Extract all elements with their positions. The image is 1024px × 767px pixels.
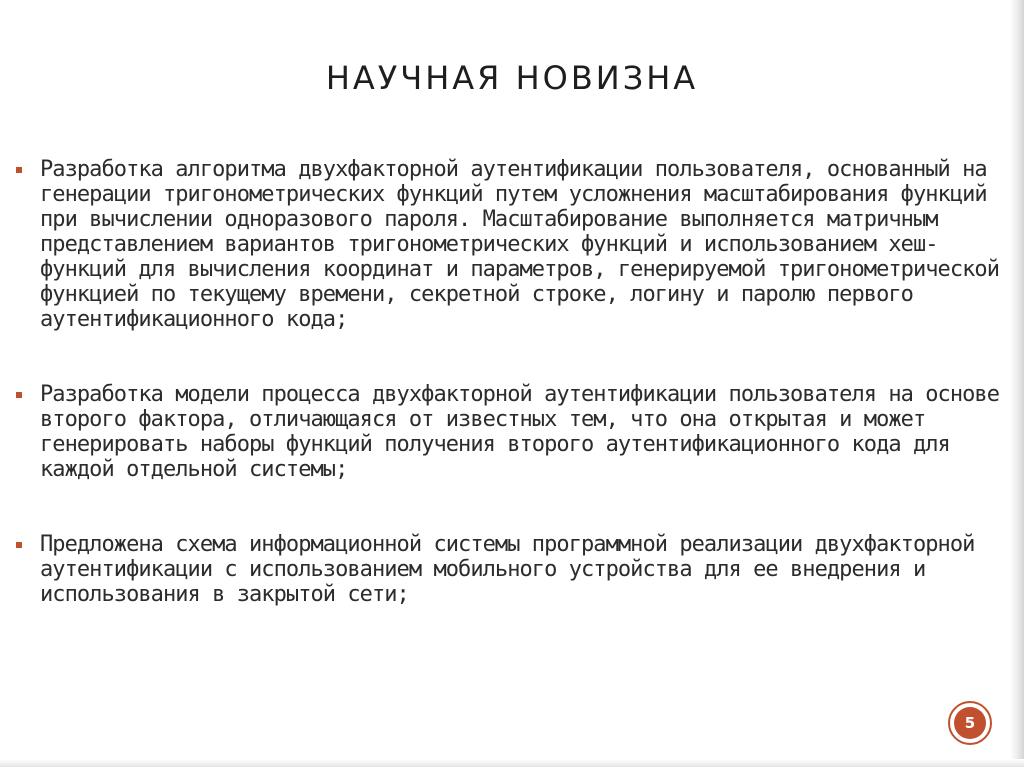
slide-right-edge-shadow <box>1010 0 1024 767</box>
square-bullet-icon <box>16 167 22 173</box>
page-number-badge <box>948 701 992 745</box>
slide-title: НАУЧНАЯ НОВИЗНА <box>325 59 699 97</box>
slide-bottom-edge-shadow <box>0 759 1024 767</box>
bullet-text: Предложена схема информационной системы программной реализации двухфакторной аутентификации с использованием мобильного устройства для ее внедрения и использования в закрытой сети; <box>40 532 975 607</box>
bullet-item-1 <box>16 157 1011 332</box>
square-bullet-icon <box>16 542 22 548</box>
bullet-text: Разработка модели процесса двухфакторной аутентификации пользователя на основе второго фактора, отличающаяся от известных тем, что она открытая и может генерировать наборы функций получения второго аутентификационного кода для каждой отдельной системы; <box>40 382 1000 482</box>
page-number: 5 <box>964 714 976 732</box>
bullet-text: Разработка алгоритма двухфакторной аутентификации пользователя, основанный на генерации тригонометрических функций путем усложнения масштабирования функций при вычислении одноразового пароля. Масштабирование выполняется матричным представлением вариантов тригонометрических функций и использованием хеш-функций для вычисления координат и параметров, генерируемой тригонометрической функцией по текущему времени, секретной строке, логину и паролю первого аутентификационного кода; <box>40 157 1000 332</box>
square-bullet-icon <box>16 392 22 398</box>
bullet-list <box>16 157 1011 607</box>
bullet-item-3 <box>16 532 1011 607</box>
bullet-item-2 <box>16 382 1011 482</box>
